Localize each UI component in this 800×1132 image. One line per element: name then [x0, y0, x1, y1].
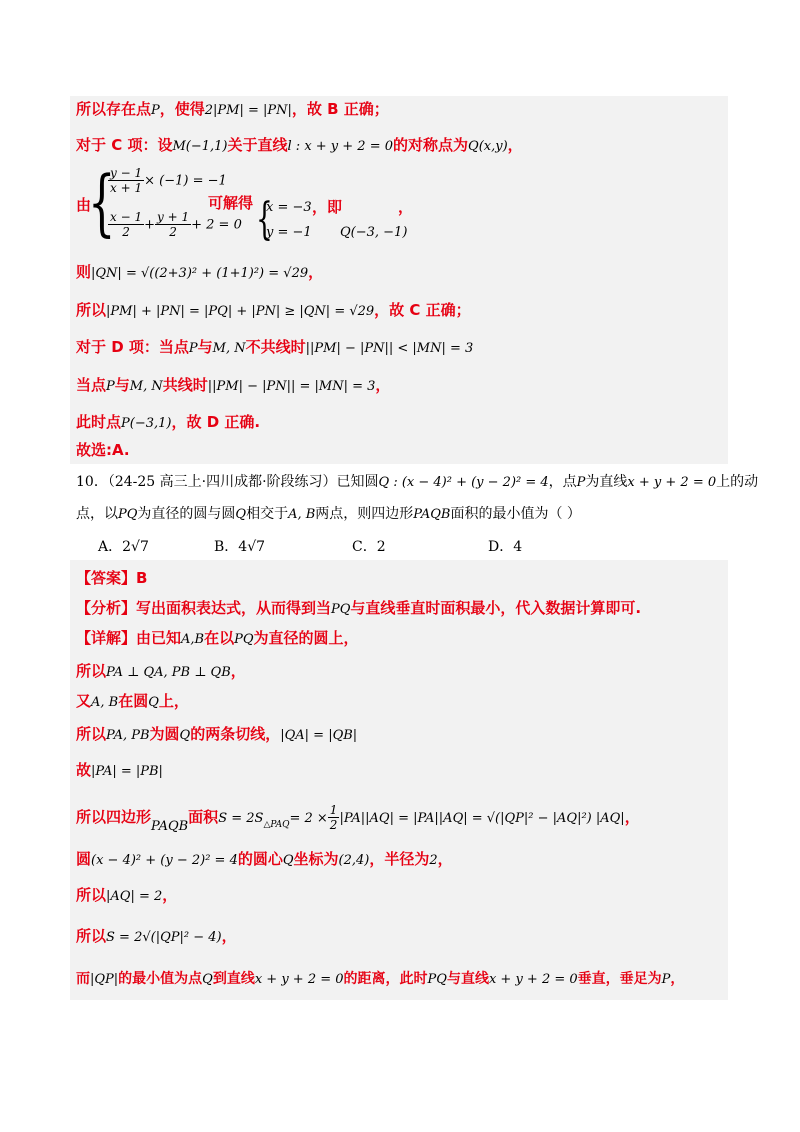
text: 【分析】写出面积表达式，从而得到当 [76, 599, 332, 617]
text: 10．（24-25 高三上·四川成都·阶段练习）已知圆 [76, 474, 379, 490]
question-line [76, 471, 758, 494]
math: 2|PM| = |PN| [204, 103, 292, 118]
math: P [576, 475, 586, 490]
text: 共线时 [162, 376, 208, 394]
text: ，使得 [159, 100, 205, 118]
math: A,B [181, 632, 205, 647]
detail-line [76, 759, 163, 783]
numerator: y − 1 [110, 166, 143, 180]
math: PA, PB [106, 728, 150, 743]
option-a: A．2√7 [98, 539, 149, 555]
option-d: D．4 [488, 539, 523, 555]
text: 【详解】由已知 [76, 629, 182, 647]
answer-label: 【答案】B [76, 569, 148, 587]
text: ，故 D 正确. [171, 413, 261, 431]
detail-line [76, 723, 357, 747]
detail-line [76, 848, 453, 872]
text: 上的动 [716, 474, 759, 490]
math: (x − 4)² + (y − 2)² = 4 [91, 853, 238, 868]
text: 上， [158, 692, 189, 710]
denominator: 2 [169, 225, 177, 239]
text-line [76, 299, 471, 323]
math: Q [148, 695, 159, 710]
text: 而 [76, 971, 90, 987]
math: |PA||AQ| = |PA||AQ| = √(|QP|² − |AQ|²) |AQ| [339, 811, 625, 826]
math: Q [282, 853, 294, 868]
denominator: 2 [329, 818, 338, 832]
subscript: △PAQ [263, 820, 290, 830]
detail-line [76, 884, 177, 908]
text: 又 [76, 692, 92, 710]
math: PA ⊥ QA, PB ⊥ QB [106, 665, 231, 680]
math: PAQB [413, 507, 451, 522]
math: |AQ| = 2 [106, 889, 163, 904]
text: ， [624, 808, 640, 826]
detail-line [76, 627, 359, 651]
text: 为直径的圆与圆 [137, 506, 236, 522]
text: 此时点 [76, 413, 122, 431]
math: M, N [212, 341, 246, 356]
text: 相交于 [246, 506, 289, 522]
math: x = −3 [266, 200, 312, 215]
text: 与 [197, 338, 213, 356]
text: ， [221, 927, 237, 945]
text: ， [670, 971, 685, 987]
math: |PA| = |PB| [91, 764, 163, 779]
text: 所以 [76, 725, 107, 743]
text-line [76, 411, 260, 435]
math: Q [235, 507, 247, 522]
text-line [76, 134, 523, 158]
text: 可解得 [208, 194, 254, 212]
math: Q(−3, −1) [340, 225, 408, 240]
text: 所以 [76, 662, 107, 680]
numerator: 1 [329, 803, 338, 817]
math: + [144, 217, 155, 233]
text: 的圆心 [237, 850, 283, 868]
text: 在圆 [118, 692, 149, 710]
text: ， [230, 662, 246, 680]
option-b: B．4√7 [214, 539, 266, 555]
math: A, B [91, 695, 119, 710]
math: Q [202, 972, 213, 987]
numerator: x − 1 [110, 210, 143, 224]
fraction [155, 210, 191, 239]
text: 对于 C 项：设 [76, 136, 173, 154]
math: y = −1 [266, 225, 312, 240]
text: ，故 B 正确； [291, 100, 389, 118]
option-c: C．2 [352, 539, 386, 555]
text: 坐标为 [293, 850, 339, 868]
text: 由 [76, 196, 92, 214]
math: = 2 × [289, 811, 328, 826]
math: (2,4) [338, 853, 370, 868]
math: PQ [234, 632, 254, 647]
math: S = 2S [218, 811, 264, 826]
text: ，故 C 正确； [374, 301, 471, 319]
text: 当点 [76, 376, 107, 394]
detail-line [76, 690, 189, 714]
math: S = 2√(|QP|² − 4) [106, 930, 222, 945]
text: 圆 [76, 850, 92, 868]
equation-row [108, 210, 242, 239]
text: ， [398, 198, 414, 216]
text: 与直线垂直时面积最小，代入数据计算即可. [350, 599, 642, 617]
math: x + y + 2 = 0 [488, 972, 578, 987]
math: M(−1,1) [172, 139, 228, 154]
text: 的最小值为点 [118, 971, 203, 987]
analysis-line [76, 597, 641, 621]
math: PAQB [151, 819, 189, 834]
math: PQ [331, 602, 351, 617]
text: 所以存在点 [76, 100, 152, 118]
text: 为直线 [585, 474, 628, 490]
math: ||PM| − |PN|| = |MN| = 3 [207, 379, 376, 394]
math: |QN| = √((2+3)² + (1+1)²) = √29 [91, 266, 309, 281]
detail-line [76, 803, 640, 832]
math: |QA| = |QB| [280, 728, 358, 743]
text: 的距离，此时 [343, 971, 428, 987]
text-line [76, 374, 390, 398]
text: 垂直，垂足为 [577, 971, 662, 987]
math: P [151, 103, 160, 118]
text: 两点，则四边形 [315, 506, 414, 522]
denominator: x + 1 [110, 181, 143, 195]
text: 故 [76, 761, 92, 779]
text: 为圆 [149, 725, 180, 743]
math: M, N [129, 379, 163, 394]
math: 2 [429, 853, 438, 868]
detail-line [76, 968, 684, 991]
left-brace: { [256, 194, 273, 245]
text: 所以四边形 [76, 808, 152, 826]
text: ，点 [548, 474, 577, 490]
fraction [328, 803, 340, 832]
text: 面积的最小值为（ ） [450, 506, 581, 522]
left-brace: { [88, 160, 116, 244]
text: ，即 [312, 198, 343, 216]
question-line [76, 503, 581, 526]
fraction [108, 166, 144, 195]
math: ||PM| − |PN|| < |MN| = 3 [305, 341, 474, 356]
text: 在以 [204, 629, 235, 647]
math: P [661, 972, 671, 987]
detail-line [76, 925, 237, 949]
text: 与直线 [446, 971, 489, 987]
math: Q(x,y) [468, 139, 508, 154]
text: 对于 D 项：当点 [76, 338, 189, 356]
text: 点，以 [76, 506, 118, 522]
math: + 2 = 0 [191, 217, 242, 233]
text-line [76, 98, 389, 122]
equation-row [108, 166, 227, 195]
math: P [188, 341, 198, 356]
math: |PM| + |PN| = |PQ| + |PN| ≥ |QN| = √29 [106, 304, 375, 319]
text: ， [507, 136, 523, 154]
text: ，半径为 [369, 850, 430, 868]
text: 则 [76, 263, 92, 281]
numerator: y + 1 [157, 210, 190, 224]
math: |QP| [90, 972, 119, 987]
text: 所以 [76, 886, 107, 904]
text: 为直径的圆上， [253, 629, 359, 647]
math: x + y + 2 = 0 [254, 972, 344, 987]
text: 的两条切线， [190, 725, 281, 743]
text: 所以 [76, 927, 107, 945]
text: ， [375, 376, 391, 394]
answer-choice: 故选:A. [76, 441, 130, 459]
math: A, B [288, 507, 316, 522]
text: 面积 [188, 808, 219, 826]
detail-line [76, 660, 246, 684]
text: 与 [114, 376, 130, 394]
text: 不共线时 [245, 338, 306, 356]
math: x + y + 2 = 0 [627, 475, 717, 490]
text: ， [437, 850, 453, 868]
math: × (−1) = −1 [144, 173, 227, 189]
text: 的对称点为 [393, 136, 469, 154]
math: Q : (x − 4)² + (y − 2)² = 4 [378, 475, 549, 490]
text-line [76, 336, 473, 360]
text: 到直线 [212, 971, 255, 987]
math: Q [179, 728, 191, 743]
text: 所以 [76, 301, 107, 319]
math: PQ [427, 972, 447, 987]
text: ， [162, 886, 178, 904]
text: ， [308, 263, 324, 281]
math: PQ [118, 507, 138, 522]
denominator: 2 [122, 225, 130, 239]
math: P(−3,1) [121, 416, 172, 431]
math: l : x + y + 2 = 0 [287, 139, 394, 154]
text-line [76, 261, 323, 285]
math: P [106, 379, 115, 394]
text: 关于直线 [227, 136, 288, 154]
fraction [108, 210, 144, 239]
